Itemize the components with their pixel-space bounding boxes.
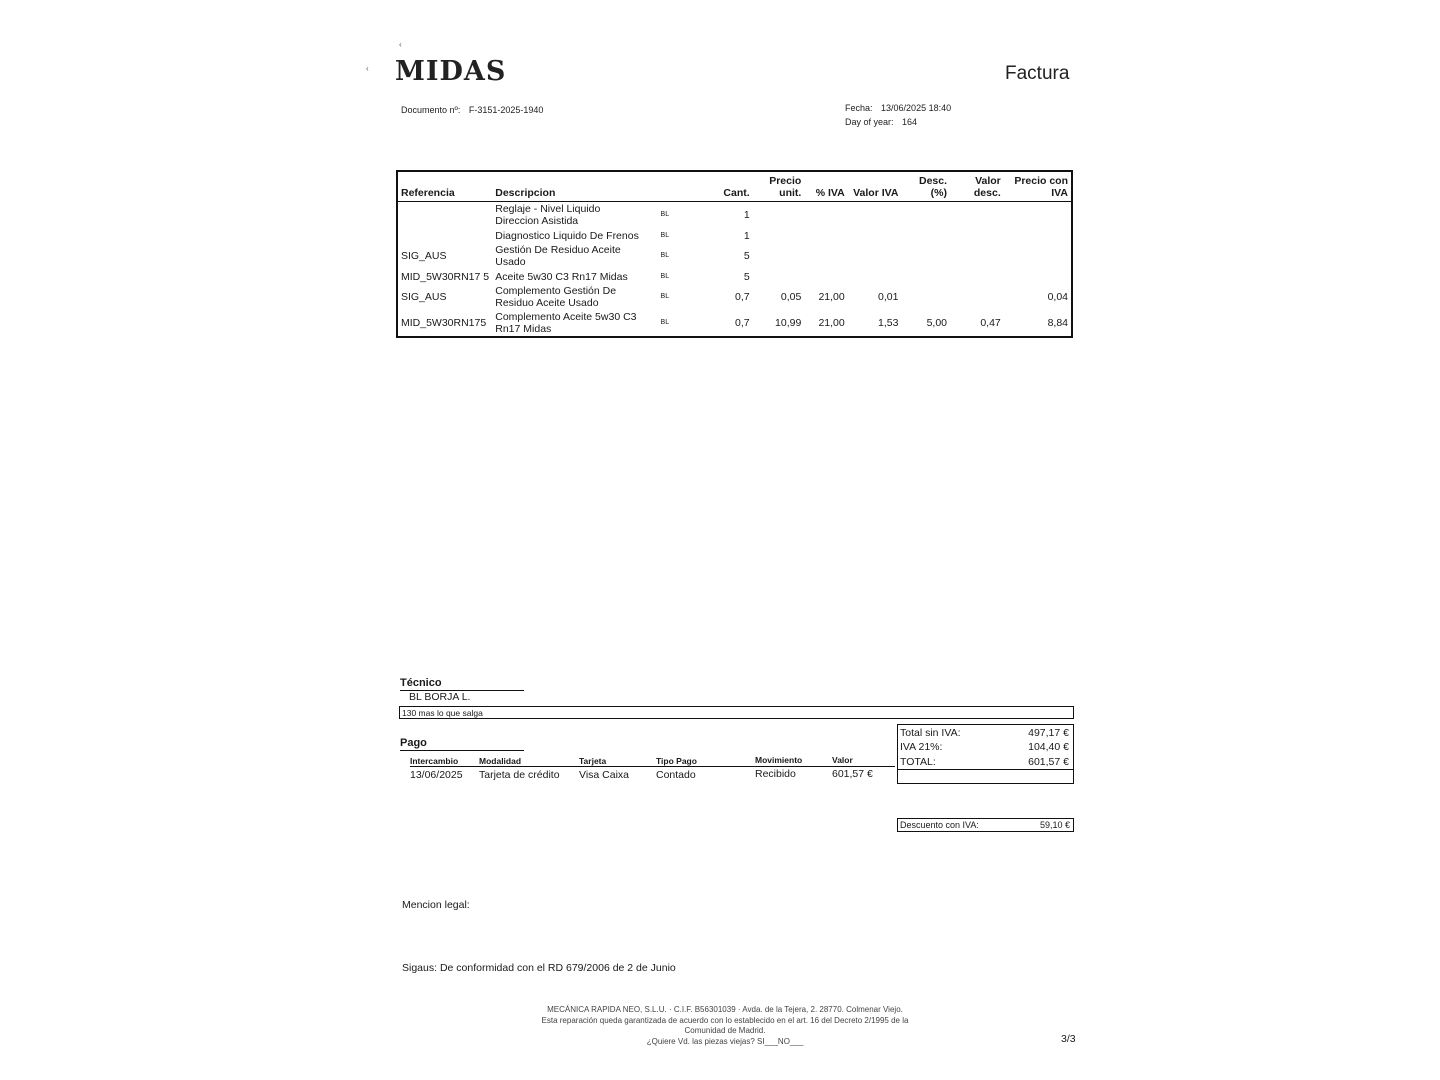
item-precio-con-iva xyxy=(1004,202,1071,229)
item-row xyxy=(398,228,1071,243)
col-valor-desc: Valor desc. xyxy=(950,172,1004,202)
item-referencia: SIG_AUS xyxy=(401,291,447,303)
scan-mark: ‹ xyxy=(366,64,369,73)
item-precio-unit xyxy=(753,228,805,243)
item-cantidad: 1 xyxy=(743,229,750,242)
pago-modalidad: Tarjeta de crédito xyxy=(479,769,560,781)
totals-divider xyxy=(898,769,1073,770)
col-valor-iva: Valor IVA xyxy=(848,172,902,202)
tecnico-title: Técnico xyxy=(400,677,524,691)
item-bl: BL xyxy=(660,293,670,300)
day-of-year-value: 164 xyxy=(902,117,918,127)
item-valor-desc xyxy=(950,243,1004,269)
pago-intercambio: 13/06/2025 xyxy=(410,769,463,781)
date-label: Fecha: xyxy=(845,103,873,113)
iva-row xyxy=(900,741,1069,755)
item-valor-desc xyxy=(950,202,1004,229)
item-bl: BL xyxy=(660,319,670,326)
pago-col-tarjeta: Tarjeta xyxy=(579,756,607,766)
item-iva-pct xyxy=(804,243,847,269)
document-number-label: Documento nº: xyxy=(401,105,461,115)
descuento-label: Descuento con IVA: xyxy=(900,820,979,830)
item-iva-pct xyxy=(804,202,847,229)
pago-tipo: Contado xyxy=(656,769,696,781)
tecnico-note: 130 mas lo que salga xyxy=(399,706,1074,719)
item-desc-pct xyxy=(901,228,950,243)
item-precio-unit: 10,99 xyxy=(775,317,802,329)
item-descripcion: Gestión De Residuo Aceite Usado xyxy=(495,244,621,268)
item-valor-desc xyxy=(950,228,1004,243)
total-sin-iva-label: Total sin IVA: xyxy=(900,727,961,739)
pago-col-modalidad: Modalidad xyxy=(479,756,522,766)
item-cantidad: 0,7 xyxy=(735,291,750,303)
item-descripcion: Complemento Gestión De Residuo Aceite Usado xyxy=(495,285,617,309)
item-row xyxy=(398,284,1071,310)
item-iva-pct: 21,00 xyxy=(818,291,845,303)
day-of-year xyxy=(845,117,917,127)
totals-box xyxy=(897,724,1074,784)
pago-col-movimiento: Movimiento xyxy=(755,755,803,765)
item-desc-pct xyxy=(901,269,950,284)
item-iva-pct xyxy=(804,269,847,284)
col-precio-con-iva: Precio con IVA xyxy=(1004,172,1071,202)
item-bl: BL xyxy=(660,252,670,259)
item-valor-iva: 1,53 xyxy=(878,317,899,329)
item-referencia: MID_5W30RN175 xyxy=(401,317,487,329)
item-desc-pct xyxy=(901,243,950,269)
item-referencia: SIG_AUS xyxy=(401,250,447,262)
col-descripcion: Descripcion xyxy=(492,172,649,202)
col-cantidad: Cant. xyxy=(680,172,752,202)
document-number xyxy=(401,105,543,115)
iva-label: IVA 21%: xyxy=(900,741,943,753)
item-valor-desc xyxy=(950,284,1004,310)
sigaus-note: Sigaus: De conformidad con el RD 679/2006 de 2 de Junio xyxy=(402,962,676,974)
item-descripcion: Reglaje - Nivel Liquido Direccion Asistida xyxy=(495,203,601,227)
footer-guarantee: Esta reparación queda garantizada de acuerdo con lo establecido en el art. 16 del Decreto 2/1995 de la xyxy=(541,1015,909,1025)
descuento-value: 59,10 € xyxy=(1039,820,1070,830)
item-precio-unit xyxy=(753,243,805,269)
item-desc-pct xyxy=(901,202,950,229)
midas-logo: MIDAS xyxy=(395,56,507,87)
item-precio-unit: 0,05 xyxy=(780,291,802,303)
col-desc-pct: Desc. (%) xyxy=(901,172,950,202)
items-header-row xyxy=(398,172,1071,202)
item-valor-iva: 0,01 xyxy=(878,291,899,303)
item-precio-unit xyxy=(753,202,805,229)
pago-col-intercambio: Intercambio xyxy=(410,756,459,766)
document-number-value: F-3151-2025-1940 xyxy=(468,105,544,115)
footer-guarantee-cont: Comunidad de Madrid. xyxy=(684,1026,766,1035)
col-iva-pct: % IVA xyxy=(804,172,847,202)
pago-divider xyxy=(410,766,895,767)
item-desc-pct xyxy=(901,284,950,310)
item-bl: BL xyxy=(660,231,670,239)
descuento-box xyxy=(897,818,1074,832)
item-referencia: MID_5W30RN17 5 xyxy=(401,270,490,283)
item-valor-iva xyxy=(848,228,902,243)
item-iva-pct: 21,00 xyxy=(818,317,845,329)
item-cantidad: 5 xyxy=(743,270,750,283)
total-label: TOTAL: xyxy=(900,756,936,768)
scan-mark: ‹ xyxy=(399,40,402,49)
pago-title: Pago xyxy=(400,737,524,751)
day-of-year-label: Day of year: xyxy=(845,117,894,127)
item-precio-con-iva xyxy=(1004,243,1071,269)
item-iva-pct xyxy=(804,228,847,243)
total-value: 601,57 € xyxy=(1028,756,1069,768)
item-descripcion: Aceite 5w30 C3 Rn17 Midas xyxy=(495,270,628,283)
item-cantidad: 5 xyxy=(743,250,750,262)
item-valor-desc: 0,47 xyxy=(980,317,1001,329)
item-referencia xyxy=(398,228,492,243)
page-number: 3/3 xyxy=(1061,1033,1076,1045)
item-referencia xyxy=(398,202,492,229)
invoice-date xyxy=(845,103,951,113)
item-row xyxy=(398,269,1071,284)
mencion-legal: Mencion legal: xyxy=(402,899,470,911)
footer-old-parts: ¿Quiere Vd. las piezas viejas? SI___NO___ xyxy=(646,1036,804,1046)
pago-tarjeta: Visa Caixa xyxy=(579,769,629,781)
item-precio-con-iva xyxy=(1004,269,1071,284)
item-cantidad: 0,7 xyxy=(735,317,750,329)
item-row xyxy=(398,310,1071,336)
items-table xyxy=(396,170,1073,338)
item-bl: BL xyxy=(660,272,670,280)
item-precio-con-iva: 8,84 xyxy=(1047,317,1068,329)
iva-value: 104,40 € xyxy=(1028,741,1069,753)
col-bl xyxy=(649,172,680,202)
tecnico-name: BL BORJA L. xyxy=(409,691,471,703)
item-descripcion: Complemento Aceite 5w30 C3 Rn17 Midas xyxy=(495,311,637,335)
item-precio-con-iva: 0,04 xyxy=(1047,291,1068,303)
item-row xyxy=(398,243,1071,269)
document-title: Factura xyxy=(1005,63,1070,84)
total-sin-iva-value: 497,17 € xyxy=(1028,727,1069,739)
total-sin-iva-row xyxy=(900,727,1069,741)
pago-col-valor: Valor xyxy=(832,755,853,765)
footer-company: MECÁNICA RAPIDA NEO, S.L.U. · C.I.F. B56301039 · Avda. de la Tejera, 2. 28770. Colmenar Viejo. xyxy=(547,1005,903,1014)
item-precio-con-iva xyxy=(1004,228,1071,243)
item-valor-desc xyxy=(950,269,1004,284)
col-referencia: Referencia xyxy=(398,172,492,202)
item-desc-pct: 5,00 xyxy=(926,317,948,329)
item-bl: BL xyxy=(660,211,670,218)
footer xyxy=(530,1005,920,1047)
item-valor-iva xyxy=(848,243,902,269)
pago-col-tipo-pago: Tipo Pago xyxy=(656,756,697,766)
item-row xyxy=(398,202,1071,229)
item-cantidad: 1 xyxy=(743,209,750,221)
item-descripcion: Diagnostico Liquido De Frenos xyxy=(495,229,639,242)
item-precio-unit xyxy=(753,269,805,284)
pago-movimiento: Recibido xyxy=(755,768,796,780)
date-value: 13/06/2025 18:40 xyxy=(881,103,952,113)
pago-valor: 601,57 € xyxy=(832,768,873,780)
col-precio-unit: Precio unit. xyxy=(753,172,805,202)
item-valor-iva xyxy=(848,269,902,284)
item-valor-iva xyxy=(848,202,902,229)
total-row xyxy=(900,756,1069,770)
